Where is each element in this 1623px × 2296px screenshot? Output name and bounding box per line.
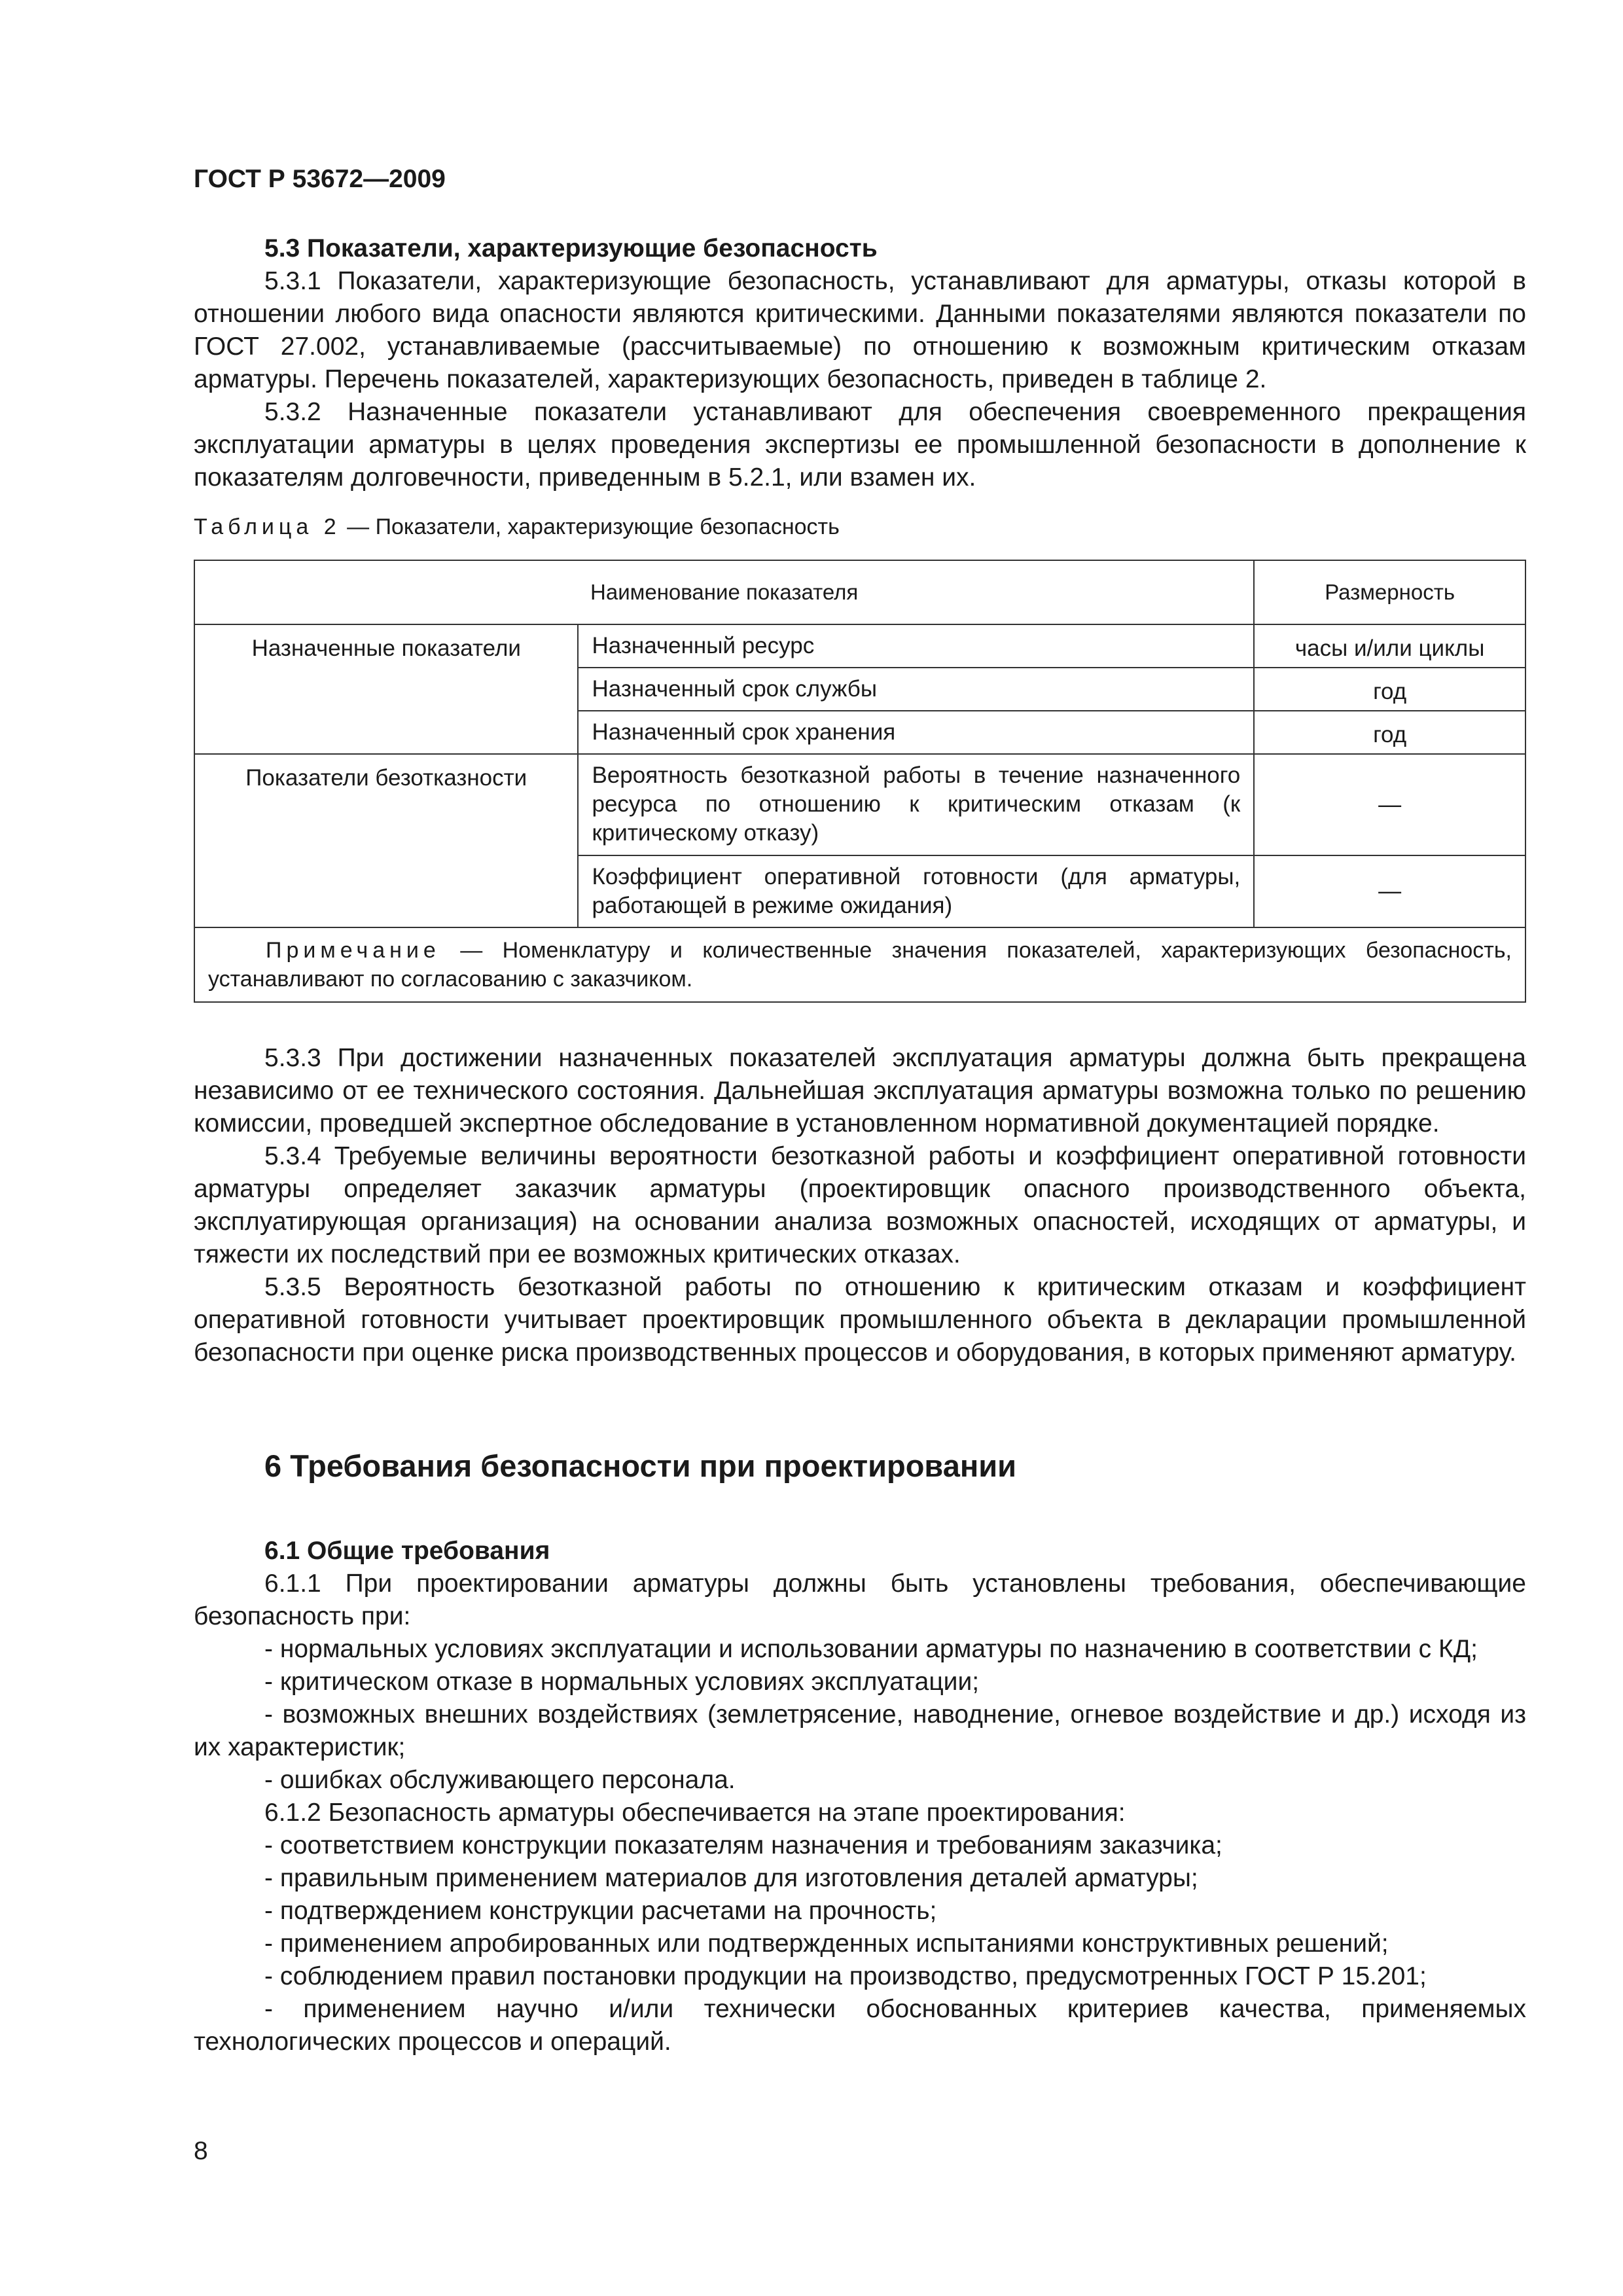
table-caption bbox=[194, 514, 840, 540]
paragraph-5-3-1: 5.3.1 Показатели, характеризующие безопасность, устанавливают для арматуры, отказы которой в отношении любого вида опасности являются критическими. Данными показателями являются показатели по ГОСТ 27.002, устанавливаемые (рассчитываемые) по отношению к возможным критическим отказам арматуры. Перечень показателей, характеризующих безопасность, приведен в таблице 2. bbox=[194, 267, 1526, 393]
table-caption-label: Таблица 2 bbox=[194, 514, 341, 539]
paragraph-6-1-2: 6.1.2 Безопасность арматуры обеспечивается на этапе проектирования: bbox=[264, 1799, 1126, 1827]
document-header: ГОСТ Р 53672—2009 bbox=[194, 165, 446, 193]
indicator-name: Коэффициент оперативной готовности (для арматуры, работающей в режиме ожидания) bbox=[578, 855, 1254, 927]
indicator-dimension: — bbox=[1254, 855, 1525, 927]
list-item: - возможных внешних воздействиях (землетрясение, наводнение, огневое воздействие и др.) исходя из их характеристик; bbox=[194, 1700, 1526, 1761]
list-item: - критическом отказе в нормальных условиях эксплуатации; bbox=[264, 1668, 980, 1696]
column-header-dimension: Размерность bbox=[1254, 560, 1525, 624]
section-6-1 bbox=[194, 1535, 1526, 2058]
table-caption-text: — Показатели, характеризующие безопасность bbox=[340, 514, 840, 539]
paragraph-5-3-4: 5.3.4 Требуемые величины вероятности безотказной работы и коэффициент оперативной готовности арматуры определяет заказчик арматуры (проектировщик опасного производственного объекта, эксплуатирующая организация) на основании анализа возможных опасностей, исходящих от арматуры, и тяжести их последствий при ее возможных критических отказах. bbox=[194, 1142, 1526, 1268]
section-6-title: 6 Требования безопасности при проектировании bbox=[264, 1448, 1017, 1483]
section-5-3 bbox=[194, 232, 1526, 494]
section-6-1-title: 6.1 Общие требования bbox=[264, 1537, 550, 1565]
table-note-text: — Номенклатуру и количественные значения показателей, характеризующих безопасность, устанавливают по согласованию с заказчиком. bbox=[208, 938, 1512, 992]
indicator-name: Вероятность безотказной работы в течение назначенного ресурса по отношению к критическим отказам (к критическому отказу) bbox=[578, 754, 1254, 855]
column-header-name: Наименование показателя bbox=[194, 560, 1254, 624]
indicator-name: Назначенный срок хранения bbox=[578, 711, 1254, 754]
indicator-dimension: — bbox=[1254, 754, 1525, 855]
list-item: - соответствием конструкции показателям назначения и требованиям заказчика; bbox=[264, 1831, 1222, 1859]
section-5-3-continued bbox=[194, 1042, 1526, 1369]
indicator-dimension: год bbox=[1254, 711, 1525, 754]
indicator-dimension: год bbox=[1254, 668, 1525, 711]
safety-indicators-table bbox=[194, 560, 1526, 1003]
group-label: Показатели безотказности bbox=[194, 754, 578, 927]
list-item: - применением апробированных или подтвержденных испытаниями конструктивных решений; bbox=[264, 1929, 1389, 1958]
paragraph-5-3-3: 5.3.3 При достижении назначенных показателей эксплуатация арматуры должна быть прекращена независимо от ее технического состояния. Дальнейшая эксплуатация арматуры возможна только по решению комиссии, проведшей экспертное обследование в установленном нормативной документацией порядке. bbox=[194, 1044, 1526, 1138]
table-row bbox=[194, 624, 1525, 668]
table-header-row bbox=[194, 560, 1525, 624]
table-row bbox=[194, 754, 1525, 855]
list-item: - нормальных условиях эксплуатации и использовании арматуры по назначению в соответствии с КД; bbox=[264, 1635, 1478, 1663]
indicator-dimension: часы и/или циклы bbox=[1254, 624, 1525, 668]
list-item: - соблюдением правил постановки продукции на производство, предусмотренных ГОСТ Р 15.201; bbox=[264, 1962, 1427, 1990]
paragraph-6-1-1: 6.1.1 При проектировании арматуры должны быть установлены требования, обеспечивающие безопасность при: bbox=[194, 1570, 1526, 1630]
section-5-3-title: 5.3 Показатели, характеризующие безопасность bbox=[264, 234, 878, 262]
page-number: 8 bbox=[194, 2137, 208, 2165]
list-item: - применением научно и/или технически обоснованных критериев качества, применяемых технологических процессов и операций. bbox=[194, 1995, 1526, 2056]
section-6 bbox=[194, 1450, 1526, 1482]
paragraph-5-3-5: 5.3.5 Вероятность безотказной работы по отношению к критическим отказам и коэффициент оперативной готовности учитывает проектировщик промышленного объекта в декларации промышленной безопасности при оценке риска производственных процессов и оборудования, в которых применяют арматуру. bbox=[194, 1273, 1526, 1367]
table-note bbox=[194, 927, 1525, 1002]
list-item: - правильным применением материалов для изготовления деталей арматуры; bbox=[264, 1864, 1198, 1892]
group-label: Назначенные показатели bbox=[194, 624, 578, 754]
list-item: - ошибках обслуживающего персонала. bbox=[264, 1766, 736, 1794]
table-note-row bbox=[194, 927, 1525, 1002]
paragraph-5-3-2: 5.3.2 Назначенные показатели устанавливают для обеспечения своевременного прекращения эксплуатации арматуры в целях проведения экспертизы ее промышленной безопасности в дополнение к показателям долговечности, приведенным в 5.2.1, или взамен их. bbox=[194, 398, 1526, 492]
list-item: - подтверждением конструкции расчетами на прочность; bbox=[264, 1897, 937, 1925]
indicator-name: Назначенный срок службы bbox=[578, 668, 1254, 711]
indicator-name: Назначенный ресурс bbox=[578, 624, 1254, 668]
table-note-label: Примечание bbox=[266, 938, 440, 963]
